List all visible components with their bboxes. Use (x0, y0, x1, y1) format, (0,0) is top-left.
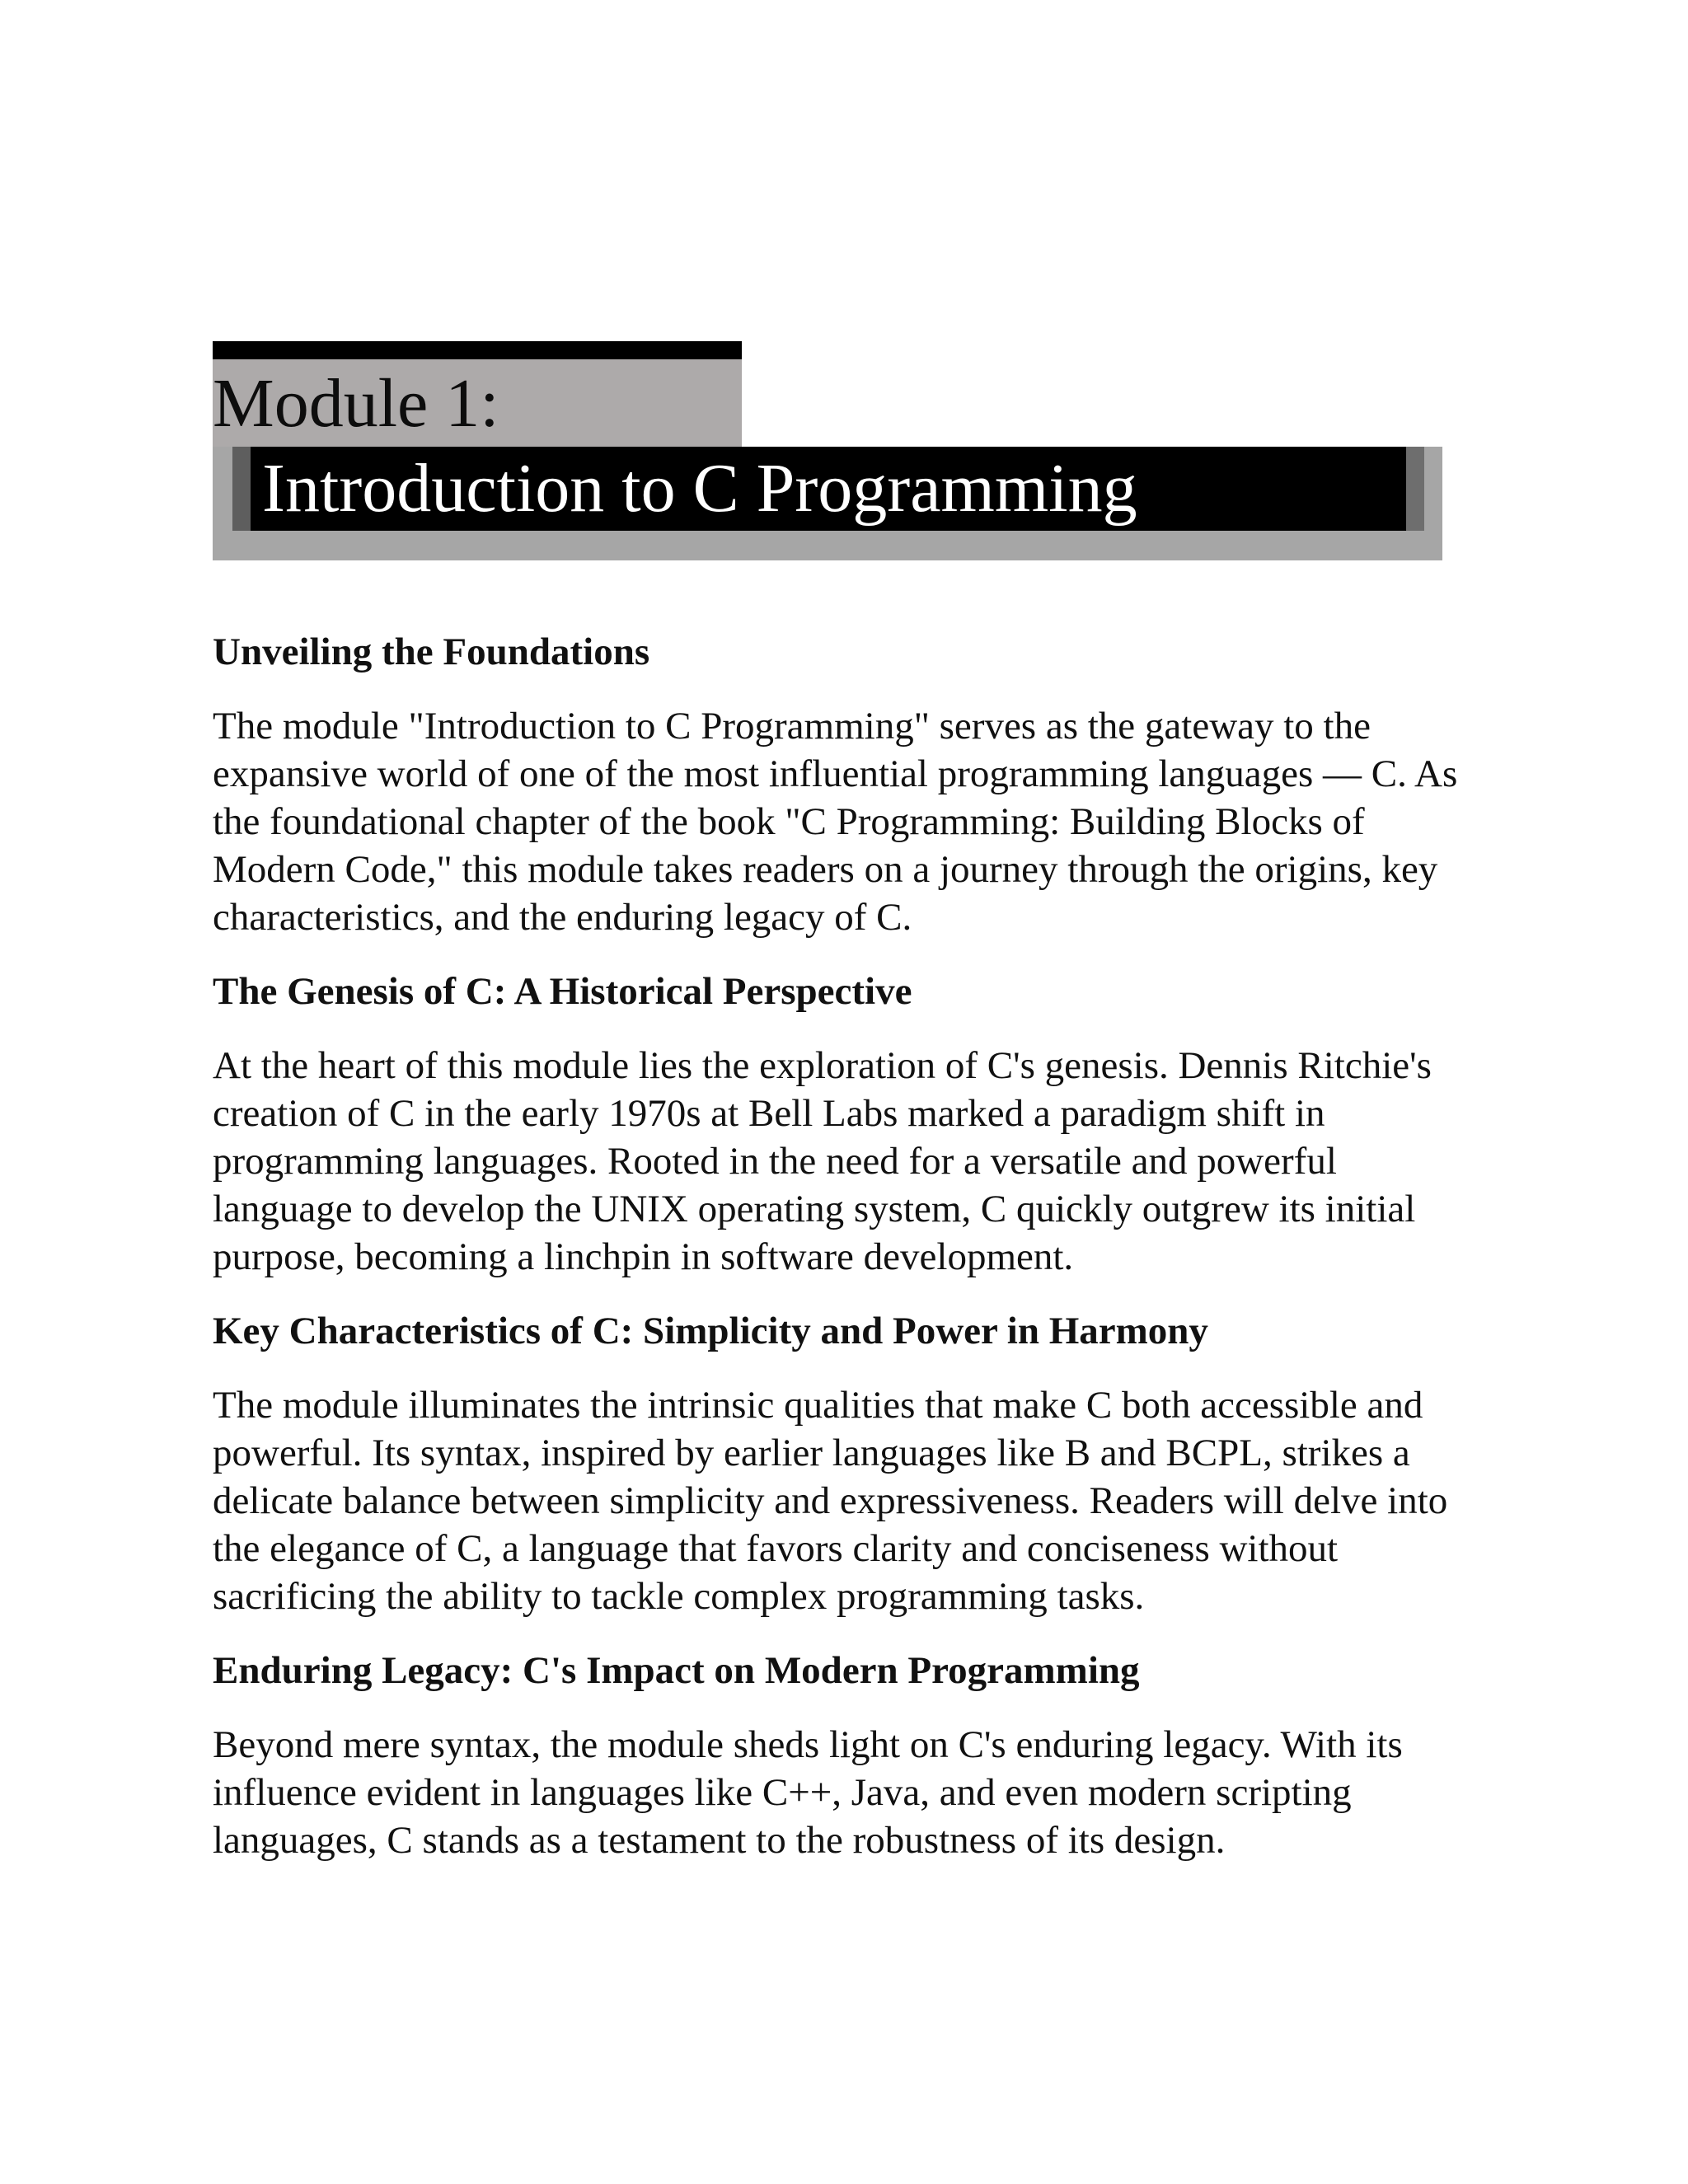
module-title: Introduction to C Programming (262, 450, 1137, 527)
section-heading: Unveiling the Foundations (213, 630, 650, 673)
section-paragraph: Beyond mere syntax, the module sheds light on C's enduring legacy. With its influence evident in languages like C++, Java, and even modern scripting languages, C stands as a testament to the robustness of its design. (213, 1723, 1403, 1862)
module-label: Module 1: (213, 365, 499, 442)
section-paragraph: The module illuminates the intrinsic qualities that make C both accessible and powerful. Its syntax, inspired by earlier languages like B and BCPL, strikes a delicate balance between simplicity and expressiveness. Readers will delve into the elegance of C, a language that favors clarity and conciseness without sacrificing the ability to tackle complex programming tasks. (213, 1384, 1448, 1618)
title-shadow-right (1406, 447, 1424, 531)
section-heading: The Genesis of C: A Historical Perspective (213, 970, 912, 1013)
section-heading: Enduring Legacy: C's Impact on Modern Programming (213, 1649, 1140, 1692)
title-shadow-left (232, 447, 251, 531)
section-paragraph: At the heart of this module lies the exploration of C's genesis. Dennis Ritchie's creation of C in the early 1970s at Bell Labs marked a paradigm shift in programming languages. Rooted in the need for a versatile and powerful language to develop the UNIX operating system, C quickly outgrew its initial purpose, becoming a linchpin in software development. (213, 1044, 1432, 1278)
document-body (213, 628, 1465, 1891)
section-paragraph: The module "Introduction to C Programming" serves as the gateway to the expansive world of one of the most influential programming languages — C. As the foundational chapter of the book "C Programming: Building Blocks of Modern Code," this module takes readers on a journey through the origins, key characteristics, and the enduring legacy of C. (213, 705, 1458, 939)
header-top-rule (213, 341, 742, 359)
section-heading: Key Characteristics of C: Simplicity and Power in Harmony (213, 1310, 1208, 1352)
